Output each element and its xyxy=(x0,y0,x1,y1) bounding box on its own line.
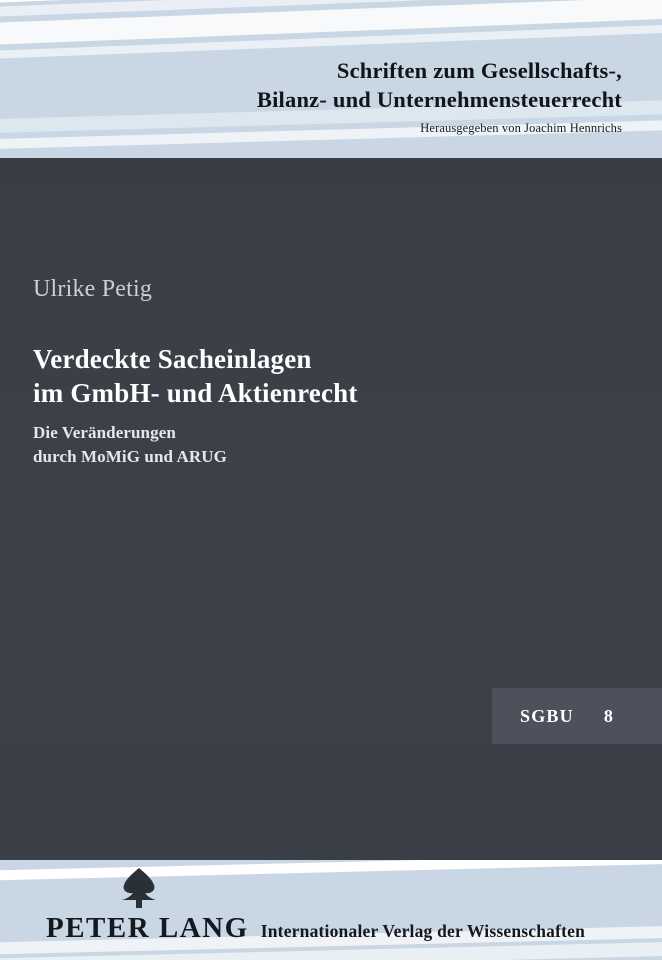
book-author: Ulrike Petig xyxy=(33,276,153,302)
publisher-tagline: Internationaler Verlag der Wissenschaften xyxy=(260,921,586,941)
panel-background xyxy=(0,158,662,860)
series-title-line-1: Schriften zum Gesellschafts-, xyxy=(336,58,622,83)
book-title xyxy=(33,342,613,410)
book-subtitle-line-1: Die Veränderungen xyxy=(33,423,176,442)
book-subtitle xyxy=(33,421,593,469)
series-editor: Herausgegeben von Joachim Hennrichs xyxy=(420,121,622,135)
series-banner xyxy=(0,0,662,158)
publisher-name: PETER LANG xyxy=(46,912,249,944)
cover-main-panel xyxy=(0,158,662,860)
series-badge-name: SGBU xyxy=(520,705,574,726)
publisher-bar xyxy=(0,860,662,960)
decorative-stripe xyxy=(0,860,662,881)
series-badge-number: 8 xyxy=(603,705,615,726)
book-title-line-2: im GmbH- und Aktienrecht xyxy=(33,378,358,408)
series-title-line-2: Bilanz- und Unternehmensteuerrecht xyxy=(256,87,622,112)
book-subtitle-line-2: durch MoMiG und ARUG xyxy=(33,447,227,466)
peter-lang-tree-icon xyxy=(112,867,166,909)
series-badge xyxy=(492,688,662,744)
series-title-block xyxy=(62,56,622,136)
book-title-line-1: Verdeckte Sacheinlagen xyxy=(33,344,312,374)
publisher-name-block xyxy=(46,912,626,945)
